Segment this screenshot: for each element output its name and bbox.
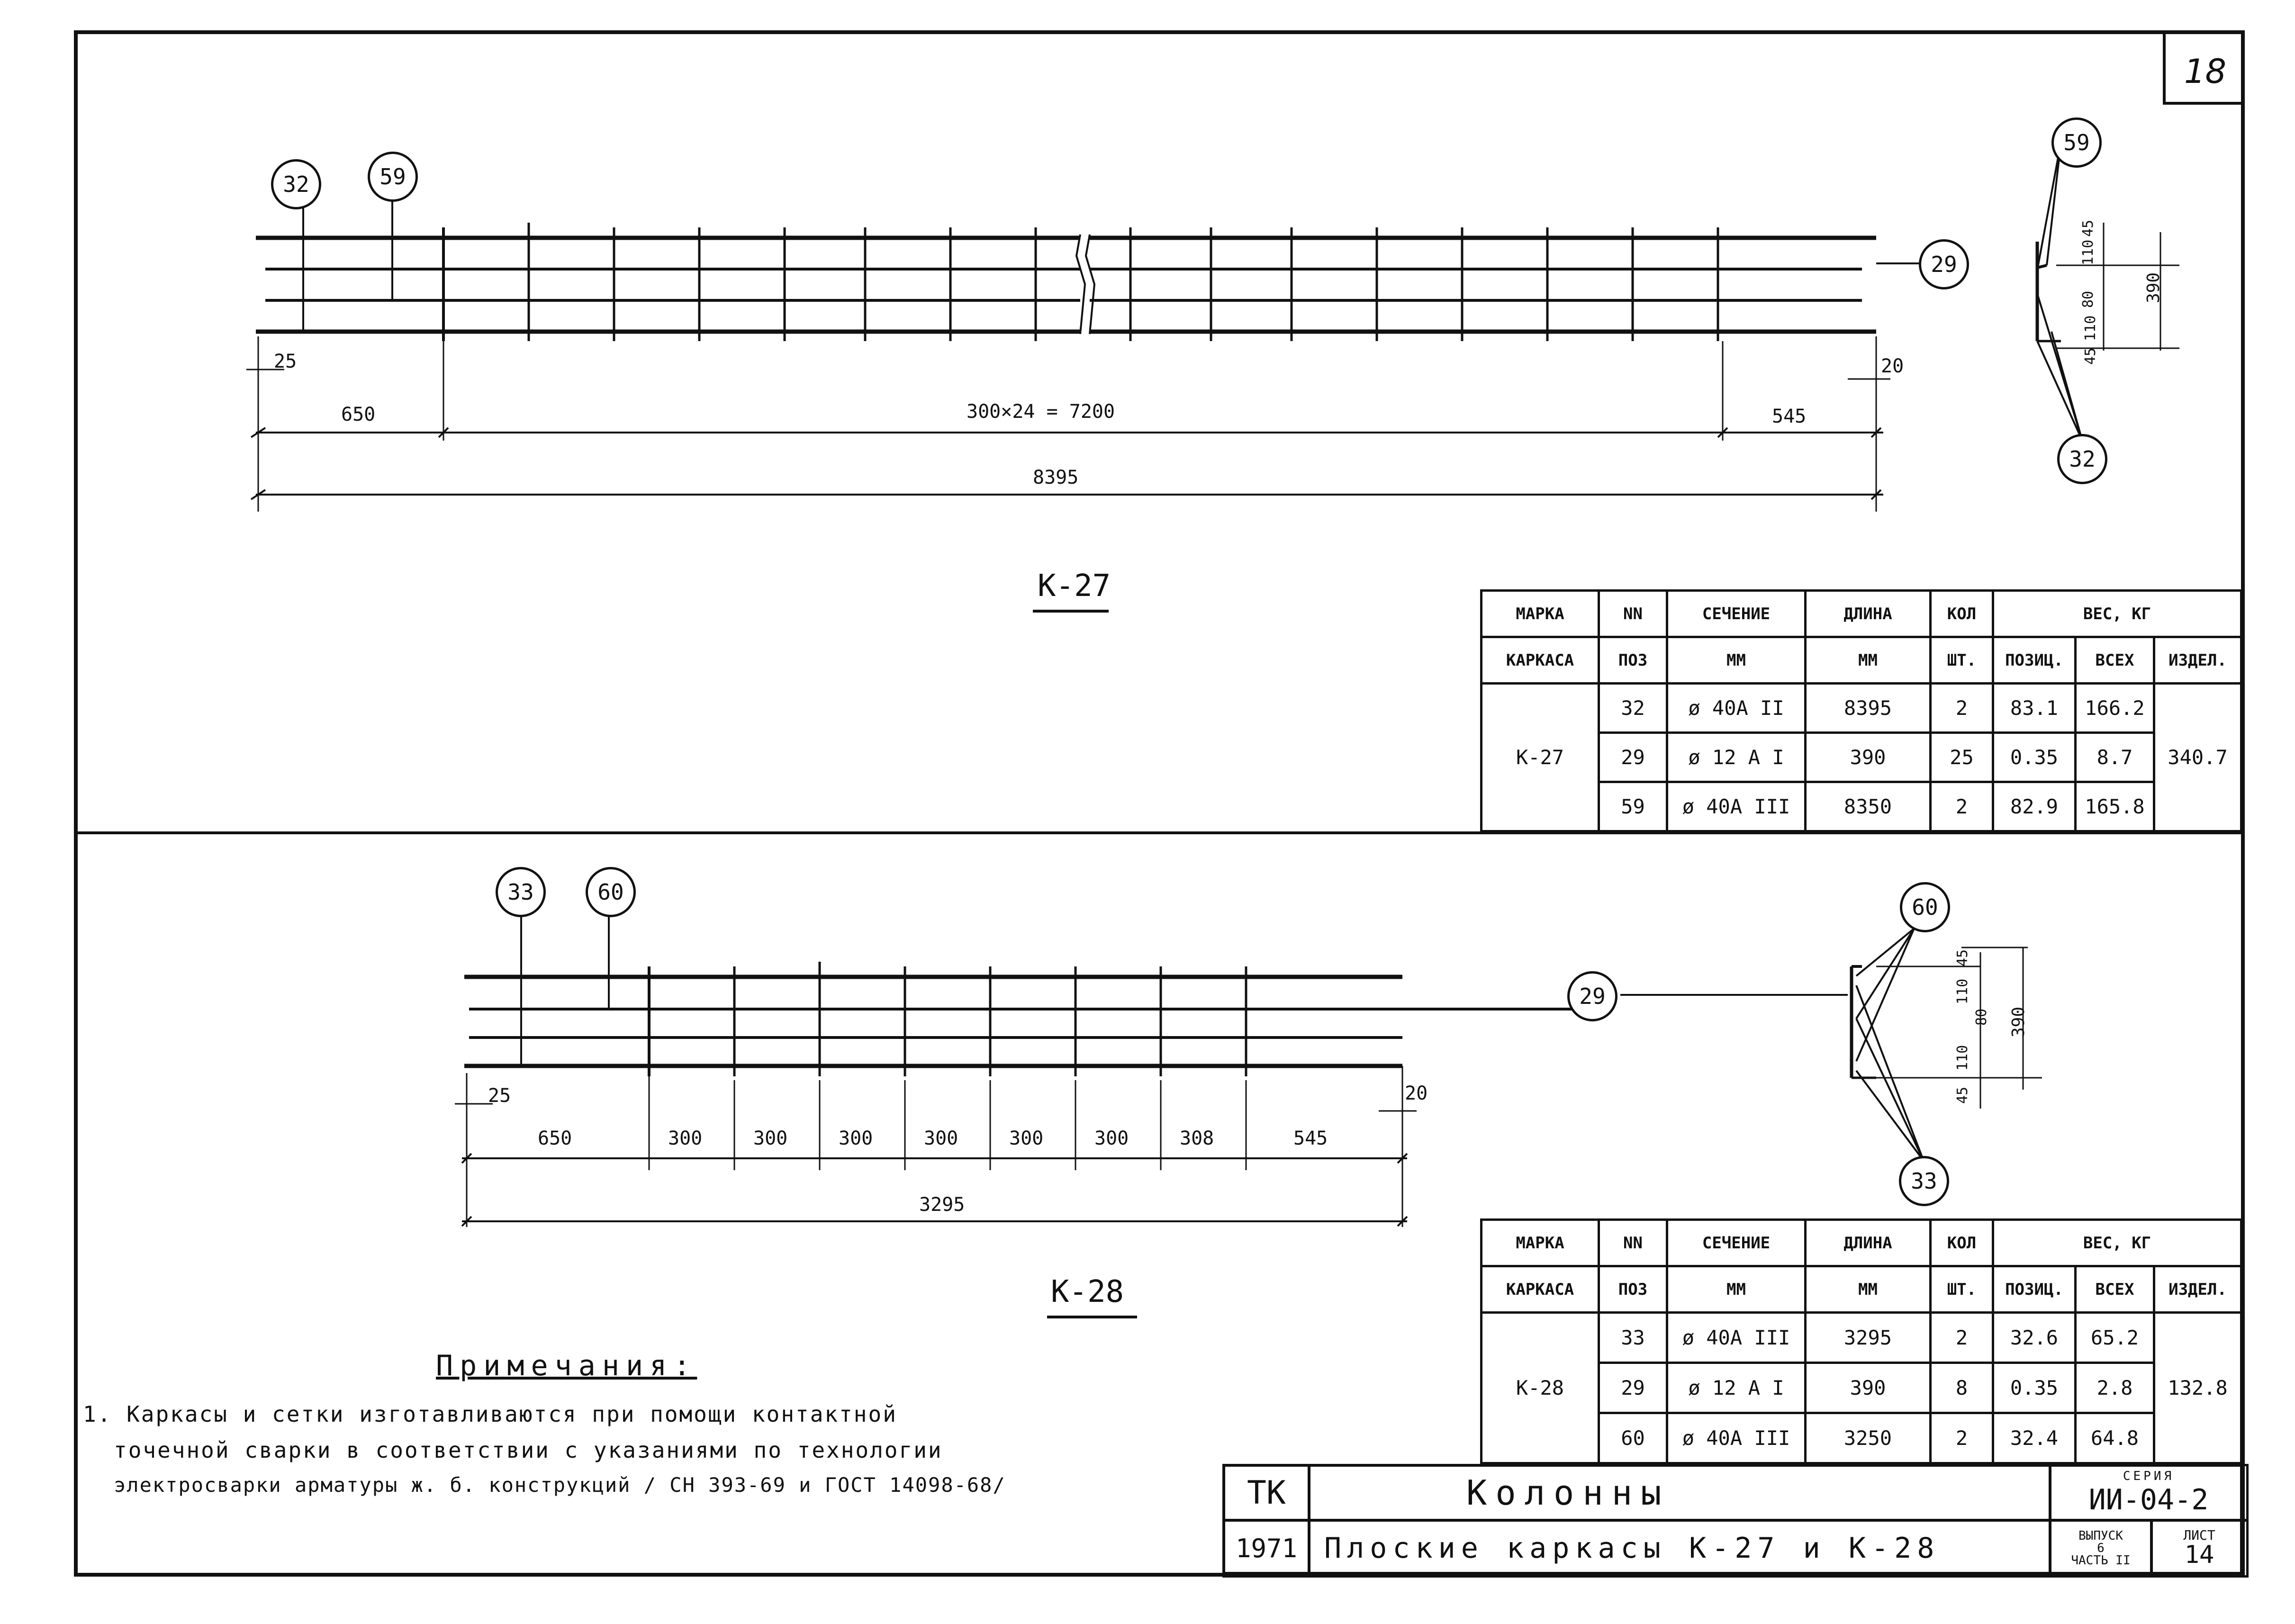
w-all-cell: 64.8 (2076, 1413, 2154, 1463)
k28-label: К-28 (1051, 1274, 1124, 1309)
drawing-title: Колонны (1466, 1473, 1670, 1513)
section-dim: 80 (1973, 1008, 1990, 1026)
dim-total: 8395 (1033, 467, 1079, 488)
callout-bubble: 32 (2057, 434, 2107, 484)
dim-span: 300 (753, 1128, 788, 1149)
dim-span: 300 (1094, 1128, 1129, 1149)
series-cell (2049, 1464, 2249, 1522)
section-dim: 110 (2080, 239, 2096, 265)
hdr-section-2: ММ (1667, 637, 1806, 684)
section-dim: 110 (1954, 978, 1971, 1004)
callout-bubble: 60 (1900, 882, 1950, 932)
hdr-section: СЕЧЕНИЕ (1667, 591, 1806, 637)
hdr-pos: NN (1599, 591, 1667, 637)
pos-cell: 59 (1599, 782, 1667, 831)
hdr-w-pos: ПОЗИЦ. (1993, 1266, 2076, 1313)
dim-25: 25 (274, 351, 297, 372)
qty-cell: 25 (1931, 733, 1993, 782)
item-total-cell: 132.8 (2154, 1313, 2241, 1463)
item-total-cell: 340.7 (2154, 684, 2241, 831)
note-line-1: 1. Каркасы и сетки изготавливаются при помощи контактной (83, 1401, 897, 1427)
callout-bubble: 29 (1919, 239, 1969, 289)
callout-bubble: 29 (1567, 971, 1617, 1021)
section-dim: 45 (2082, 347, 2099, 365)
length-cell: 8395 (1806, 684, 1931, 733)
pos-cell: 29 (1599, 1363, 1667, 1413)
callout-bubble: 59 (368, 152, 418, 202)
w-all-cell: 166.2 (2076, 684, 2154, 733)
hdr-qty: КОЛ (1931, 591, 1993, 637)
section-cell: ø 40А III (1667, 1413, 1806, 1463)
section-cell: ø 12 А I (1667, 733, 1806, 782)
qty-cell: 2 (1931, 1313, 1993, 1363)
year: 1971 (1235, 1533, 1298, 1563)
dim-span: 300 (1009, 1128, 1044, 1149)
section-dim: 45 (1954, 1086, 1971, 1104)
year-cell (1222, 1519, 1310, 1578)
title-cell (1308, 1464, 2051, 1522)
section-cell: ø 12 А I (1667, 1363, 1806, 1413)
callout-bubble: 33 (496, 867, 546, 917)
hdr-w-pos: ПОЗИЦ. (1993, 637, 2076, 684)
w-pos-cell: 0.35 (1993, 733, 2076, 782)
hdr-w-all: ВСЕХ (2076, 637, 2154, 684)
hdr-length: ДЛИНА (1806, 591, 1931, 637)
dim-span: 650 (538, 1128, 572, 1149)
dim-25: 25 (488, 1085, 511, 1107)
section-dim: 110 (2082, 315, 2099, 341)
w-pos-cell: 32.4 (1993, 1413, 2076, 1463)
hdr-mark-2: КАРКАСА (1482, 637, 1599, 684)
dim-mid-span: 300×24 = 7200 (967, 401, 1115, 423)
hdr-qty-2: ШТ. (1931, 637, 1993, 684)
length-cell: 3295 (1806, 1313, 1931, 1363)
dim-545: 545 (1772, 406, 1807, 427)
length-cell: 3250 (1806, 1413, 1931, 1463)
dim-span: 308 (1180, 1128, 1214, 1149)
callout-bubble: 33 (1899, 1156, 1949, 1206)
series-code: ИИ-04-2 (2088, 1483, 2209, 1516)
hdr-weight: ВЕС, КГ (1993, 591, 2241, 637)
section-cell: ø 40А III (1667, 782, 1806, 831)
section-cell: ø 40А III (1667, 1313, 1806, 1363)
callout-bubble: 59 (2051, 117, 2102, 168)
mark-cell: К-27 (1482, 684, 1599, 831)
w-pos-cell: 83.1 (1993, 684, 2076, 733)
length-cell: 390 (1806, 733, 1931, 782)
hdr-w-item: ИЗДЕЛ. (2154, 637, 2241, 684)
w-all-cell: 2.8 (2076, 1363, 2154, 1413)
org-name: ТК (1247, 1474, 1286, 1512)
hdr-mark: МАРКА (1482, 1220, 1599, 1266)
note-line-2: точечной сварки в соответствии с указаниями по технологии (114, 1437, 943, 1463)
part-label: ЧАСТЬ II (2071, 1553, 2131, 1568)
pos-cell: 29 (1599, 733, 1667, 782)
section-cell: ø 40А II (1667, 684, 1806, 733)
dim-20: 20 (1405, 1083, 1428, 1104)
org-cell (1222, 1464, 1310, 1522)
pos-cell: 33 (1599, 1313, 1667, 1363)
qty-cell: 2 (1931, 1413, 1993, 1463)
issue-cell (2049, 1519, 2153, 1578)
section-dim: 45 (2080, 219, 2096, 237)
section-dim: 110 (1954, 1045, 1971, 1071)
hdr-length: ДЛИНА (1806, 1220, 1931, 1266)
hdr-section-2: ММ (1667, 1266, 1806, 1313)
hdr-length-2: ММ (1806, 637, 1931, 684)
k28-cross-section (1852, 929, 2042, 1161)
hdr-pos-2: ПОЗ (1599, 1266, 1667, 1313)
qty-cell: 8 (1931, 1363, 1993, 1413)
mark-cell: К-28 (1482, 1313, 1599, 1463)
note-line-3: электросварки арматуры ж. б. конструкций / СН 393-69 и ГОСТ 14098-68/ (114, 1473, 1006, 1497)
hdr-qty: КОЛ (1931, 1220, 1993, 1266)
hdr-weight: ВЕС, КГ (1993, 1220, 2241, 1266)
sheet-cell (2150, 1519, 2249, 1578)
length-cell: 390 (1806, 1363, 1931, 1413)
section-dim: 390 (2144, 272, 2163, 303)
dim-span: 545 (1293, 1128, 1328, 1149)
title-block (1222, 1464, 2243, 1575)
hdr-pos: NN (1599, 1220, 1667, 1266)
drawing-subtitle: Плоские каркасы К-27 и К-28 (1324, 1532, 1940, 1565)
subtitle-cell (1308, 1519, 2051, 1578)
callout-bubble: 32 (271, 159, 321, 209)
qty-cell: 2 (1931, 684, 1993, 733)
hdr-mark: МАРКА (1482, 591, 1599, 637)
dim-span: 300 (839, 1128, 873, 1149)
hdr-section: СЕЧЕНИЕ (1667, 1220, 1806, 1266)
dim-span: 300 (668, 1128, 703, 1149)
pos-cell: 32 (1599, 684, 1667, 733)
dim-20: 20 (1881, 355, 1904, 377)
section-dim: 45 (1954, 949, 1971, 966)
length-cell: 8350 (1806, 782, 1931, 831)
k28-spec-table (1480, 1218, 2242, 1464)
hdr-pos-2: ПОЗ (1599, 637, 1667, 684)
sheet-number: 18 (2184, 52, 2227, 91)
section-dim: 80 (2080, 290, 2096, 308)
w-all-cell: 65.2 (2076, 1313, 2154, 1363)
section-dim: 390 (2009, 1006, 2028, 1038)
hdr-length-2: ММ (1806, 1266, 1931, 1313)
w-pos-cell: 0.35 (1993, 1363, 2076, 1413)
hdr-qty-2: ШТ. (1931, 1266, 1993, 1313)
qty-cell: 2 (1931, 782, 1993, 831)
notes-title: Примечания: (436, 1349, 697, 1382)
pos-cell: 60 (1599, 1413, 1667, 1463)
k27-spec-table (1480, 589, 2242, 832)
callout-bubble: 60 (586, 867, 636, 917)
dim-span: 300 (924, 1128, 958, 1149)
w-all-cell: 8.7 (2076, 733, 2154, 782)
sheet-index: 14 (2184, 1541, 2214, 1570)
sheet-label: ЛИСТ (2183, 1527, 2215, 1543)
w-pos-cell: 32.6 (1993, 1313, 2076, 1363)
issue-number: 6 (2097, 1541, 2105, 1555)
w-pos-cell: 82.9 (1993, 782, 2076, 831)
dim-total: 3295 (919, 1194, 965, 1216)
k27-label: К-27 (1038, 568, 1111, 604)
series-label: СЕРИЯ (2123, 1469, 2175, 1483)
hdr-mark-2: КАРКАСА (1482, 1266, 1599, 1313)
hdr-w-all: ВСЕХ (2076, 1266, 2154, 1313)
dim-650: 650 (341, 404, 376, 425)
w-all-cell: 165.8 (2076, 782, 2154, 831)
hdr-w-item: ИЗДЕЛ. (2154, 1266, 2241, 1313)
issue-label: ВЫПУСК (2078, 1529, 2123, 1543)
